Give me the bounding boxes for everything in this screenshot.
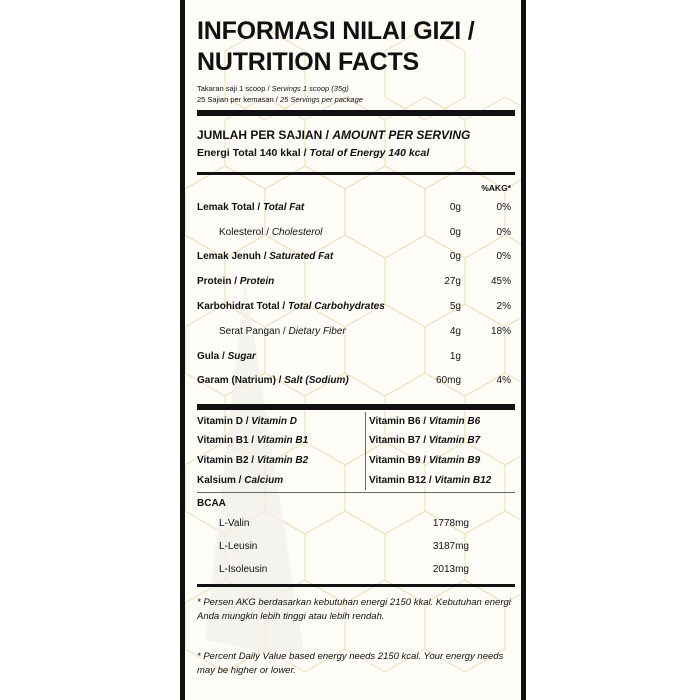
nutrient-name-en: Salt (Sodium) bbox=[284, 375, 349, 386]
medium-divider bbox=[197, 584, 515, 587]
total-energy-id: Energi Total 140 kkal / bbox=[197, 147, 310, 159]
nutrient-row bbox=[197, 276, 515, 290]
vitamin-name-id: Vitamin B2 / bbox=[197, 455, 257, 466]
nutrient-row bbox=[197, 202, 515, 216]
vitamin-name-en: Vitamin B1 bbox=[256, 435, 309, 446]
nutrient-percent: 0% bbox=[496, 251, 511, 262]
hexagon-background-pattern bbox=[185, 0, 521, 700]
nutrient-name-id: Lemak Total / bbox=[197, 202, 263, 213]
bcaa-name: L-Valin bbox=[219, 518, 250, 529]
nutrient-amount: 5g bbox=[449, 301, 461, 312]
vitamin-item bbox=[369, 475, 491, 486]
nutrient-percent: 18% bbox=[490, 326, 511, 337]
nutrient-name-id: Protein / bbox=[197, 276, 240, 287]
nutrient-percent: 2% bbox=[496, 301, 511, 312]
nutrient-name bbox=[219, 227, 322, 238]
vitamin-item bbox=[369, 435, 480, 446]
amount-per-serving-en: AMOUNT PER SERVING bbox=[332, 128, 471, 142]
vitamin-item bbox=[197, 416, 297, 427]
nutrient-row bbox=[197, 375, 515, 389]
nutrient-name bbox=[197, 351, 256, 362]
nutrient-row bbox=[197, 227, 515, 241]
vitamin-name-id: Vitamin B1 / bbox=[197, 435, 257, 446]
nutrient-amount: 0g bbox=[449, 227, 461, 238]
bcaa-amount: 1778mg bbox=[432, 518, 469, 529]
nutrient-name-en: Sugar bbox=[227, 351, 256, 362]
bcaa-name: L-Isoleusin bbox=[219, 564, 268, 575]
nutrient-name-en: Cholesterol bbox=[271, 227, 323, 238]
nutrient-name bbox=[197, 276, 274, 287]
nutrient-name bbox=[219, 326, 346, 337]
vitamin-name-id: Vitamin D / bbox=[197, 416, 252, 427]
nutrient-name bbox=[197, 375, 349, 386]
nutrient-name-id: Karbohidrat Total / bbox=[197, 301, 288, 312]
akg-column-header: %AKG* bbox=[481, 183, 511, 193]
nutrient-name bbox=[197, 301, 385, 312]
vitamin-name-id: Vitamin B12 / bbox=[369, 475, 435, 486]
nutrient-name-en: Protein bbox=[239, 276, 275, 287]
nutrient-name-en: Total Fat bbox=[262, 202, 305, 213]
medium-divider bbox=[197, 172, 515, 175]
nutrient-name bbox=[197, 202, 304, 213]
vitamin-name-en: Vitamin D bbox=[251, 416, 298, 427]
vitamin-item bbox=[369, 455, 480, 466]
bcaa-amount: 3187mg bbox=[432, 541, 469, 552]
title-indonesian: INFORMASI NILAI GIZI / bbox=[197, 17, 475, 45]
bcaa-heading: BCAA bbox=[197, 498, 226, 509]
nutrient-row bbox=[197, 326, 515, 340]
nutrient-percent: 45% bbox=[490, 276, 511, 287]
amount-per-serving-heading bbox=[197, 128, 470, 142]
total-energy-en: Total of Energy 140 kcal bbox=[309, 147, 430, 159]
nutrient-name-en: Saturated Fat bbox=[269, 251, 334, 262]
vitamin-item bbox=[197, 475, 283, 486]
nutrient-amount: 4g bbox=[449, 326, 461, 337]
vitamin-name-id: Vitamin B9 / bbox=[369, 455, 429, 466]
vitamin-name-id: Vitamin B6 / bbox=[369, 416, 429, 427]
nutrient-percent: 0% bbox=[496, 227, 511, 238]
vitamin-column-divider bbox=[365, 412, 366, 490]
thick-divider bbox=[197, 110, 515, 116]
nutrient-amount: 1g bbox=[449, 351, 461, 362]
thick-divider bbox=[197, 404, 515, 410]
nutrient-percent: 4% bbox=[496, 375, 511, 386]
servings-per-package-en: 25 Servings per package bbox=[279, 95, 363, 104]
nutrient-name-en: Total Carbohydrates bbox=[287, 301, 385, 312]
vitamin-name-en: Vitamin B6 bbox=[428, 416, 481, 427]
nutrient-name bbox=[197, 251, 333, 262]
vitamin-name-id: Kalsium / bbox=[197, 475, 245, 486]
nutrient-amount: 27g bbox=[444, 276, 461, 287]
serving-size-id: Takaran saji 1 scoop / bbox=[197, 84, 272, 93]
nutrient-amount: 0g bbox=[449, 202, 461, 213]
bcaa-name: L-Leusin bbox=[219, 541, 258, 552]
vitamin-item bbox=[197, 435, 308, 446]
vitamin-name-en: Vitamin B2 bbox=[256, 455, 309, 466]
nutrient-amount: 60mg bbox=[435, 375, 461, 386]
nutrient-row bbox=[197, 351, 515, 365]
thin-divider bbox=[197, 492, 515, 493]
serving-size-en: Servings 1 scoop (35g) bbox=[271, 84, 349, 93]
vitamin-name-id: Vitamin B7 / bbox=[369, 435, 429, 446]
servings-per-package bbox=[197, 95, 363, 105]
nutrient-amount: 0g bbox=[449, 251, 461, 262]
footnote-indonesian: * Persen AKG berdasarkan kebutuhan energi 2150 kkal. Kebutuhan energi Anda mungkin lebih tinggi atau lebih rendah. bbox=[197, 597, 511, 622]
bcaa-amount: 2013mg bbox=[432, 564, 469, 575]
nutrient-name-en: Dietary Fiber bbox=[288, 326, 346, 337]
nutrient-name-id: Gula / bbox=[197, 351, 228, 362]
servings-per-package-id: 25 Sajian per kemasan / bbox=[197, 95, 280, 104]
nutrient-name-id: Lemak Jenuh / bbox=[197, 251, 270, 262]
nutrient-row bbox=[197, 251, 515, 265]
vitamin-item bbox=[369, 416, 480, 427]
nutrient-row bbox=[197, 301, 515, 315]
nutrient-percent: 0% bbox=[496, 202, 511, 213]
title-english: NUTRITION FACTS bbox=[197, 48, 419, 76]
vitamin-name-en: Vitamin B9 bbox=[428, 455, 481, 466]
amount-per-serving-id: JUMLAH PER SAJIAN / bbox=[197, 128, 333, 142]
footnote-english: * Percent Daily Value based energy needs 2150 kcal. Your energy needs may be higher or lower. bbox=[197, 651, 504, 676]
nutrient-name-id: Garam (Natrium) / bbox=[197, 375, 285, 386]
total-energy bbox=[197, 147, 429, 159]
serving-size bbox=[197, 84, 349, 94]
vitamin-name-en: Calcium bbox=[244, 475, 284, 486]
nutrient-name-id: Kolesterol / bbox=[219, 227, 272, 238]
vitamin-item bbox=[197, 455, 308, 466]
vitamin-name-en: Vitamin B12 bbox=[434, 475, 492, 486]
nutrition-label bbox=[180, 0, 526, 700]
vitamin-name-en: Vitamin B7 bbox=[428, 435, 481, 446]
label-title bbox=[197, 16, 515, 78]
nutrient-name-id: Serat Pangan / bbox=[219, 326, 289, 337]
